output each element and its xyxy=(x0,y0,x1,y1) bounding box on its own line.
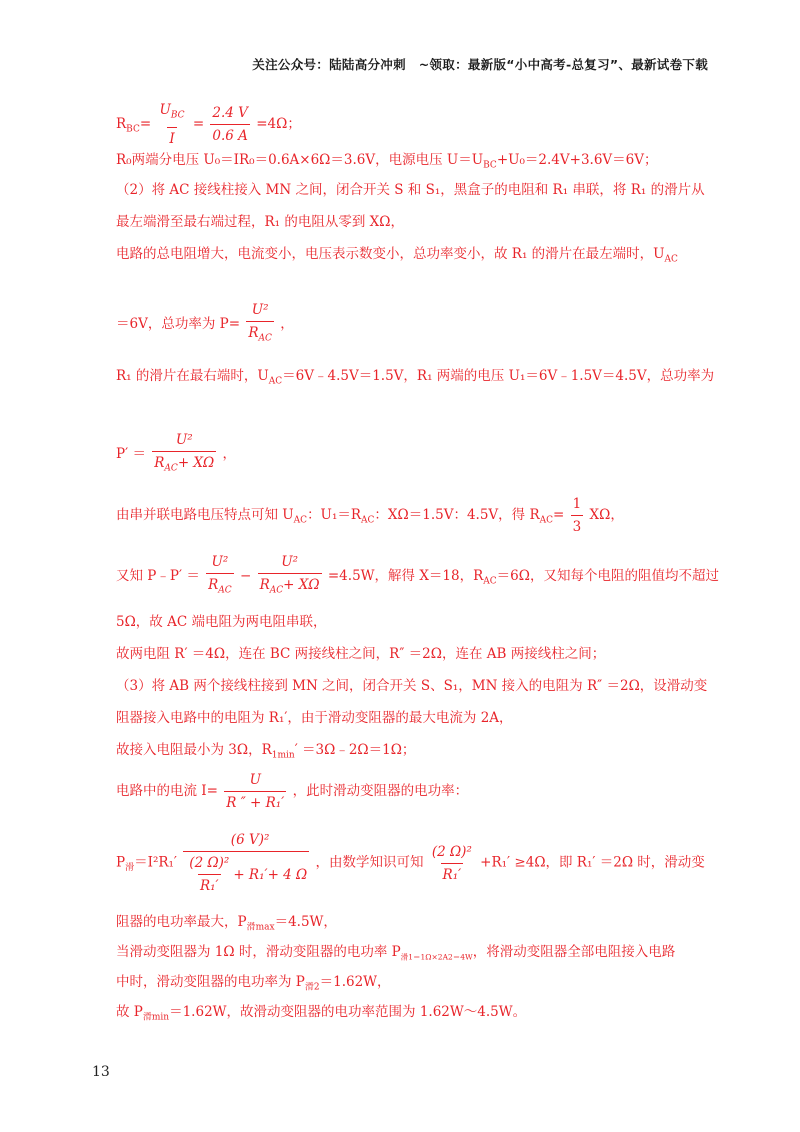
line-power-at-1ohm: 当滑动变阻器为 1Ω 时，滑动变阻器的电功率 $P_{滑1=1\Omega\times 2A2=4W}$，将滑动变阻器全部电阻接入电路 xyxy=(116,944,676,962)
line-power-range: 故 $P_{滑min}=1.62W$，故滑动变阻器的电功率范围为 1.62W～4.5W。 xyxy=(116,1004,527,1023)
eq-rheostat-power: $P_滑=I^2R_1'$ (6 V)² $\frac{\text{(2 Ω)²}}{\text{R₁′}}$ + R₁′+ 4 Ω ，由数学知识可知 $\frac{\text{(2 Ω)²}}{\text{R₁′}}$ +R₁′ ≥4Ω，即 R₁′ ＝2Ω 时，滑动变 xyxy=(116,832,705,894)
line-part3-intro: （3）将 AB 两个接线柱接到 MN 之间，闭合开关 S、S₁，MN 接入的电阻为 R″ ＝2Ω，设滑动变 xyxy=(116,678,708,694)
line-rheostat-max-current: 阻器接入电路中的电阻为 R₁′，由于滑动变阻器的最大电流为 2A， xyxy=(116,710,513,726)
line-max-power: 阻器的电功率最大，$P_{滑max}=4.5W$， xyxy=(116,914,337,933)
line-r0-voltage: R₀两端分电压 U₀＝IR₀＝0.6A×6Ω＝3.6V，电源电压 $U=U_{BC}+U_0=2.4V+3.6V=6V$； xyxy=(116,152,658,171)
line-ac-series: 5Ω，故 AC 端电阻为两电阻串联， xyxy=(116,614,327,630)
eq-total-power-prime: P′ ＝ $\frac{\text{U²}}{R_{AC}+ X\Omega}$ ， xyxy=(116,430,236,479)
eq-total-power: ＝6V，总功率为 P= $\frac{\text{U²}}{R_{AC}}$ ， xyxy=(116,300,294,349)
line-part2-intro: （2）将 AC 接线柱接入 MN 之间，闭合开关 S 和 S₁，黑盒子的电阻和 R₁ 串联，将 R₁ 的滑片从 xyxy=(116,182,705,198)
line-power-full: 中时，滑动变阻器的电功率为 $P_{滑2}=1.62W$， xyxy=(116,974,391,993)
eq-voltage-ratio: 由串并联电路电压特点可知 $U_{AC}$：$U_1=R_{AC}$：XΩ＝1.5V：4.5V，得 $R_{AC}=$ $\frac{1}{3}$ XΩ， xyxy=(116,496,624,535)
line-two-resistors: 故两电阻 R′ ＝4Ω，连在 BC 两接线柱之间，R″ ＝2Ω，连在 AB 两接线柱之间； xyxy=(116,646,606,662)
page-number: 13 xyxy=(92,1064,110,1080)
eq-rbc: $R_{BC}=$ $\frac{U_{BC}}{I}$ = $\frac{2.4 V}{0.6 A}$ =4Ω； xyxy=(116,102,301,147)
eq-power-difference: 又知 P﹣P′ ＝ $\frac{\text{U²}}{R_{AC}}$ − $\frac{\text{U²}}{R_{AC}+ X\Omega}$ =4.5W，解得 X＝18，$R_{AC}=6\Omega$，又知每个电阻的阻值均不超过 xyxy=(116,552,719,601)
line-resistance-increase: 电路的总电阻增大，电流变小，电压表示数变小，总功率变小，故 R₁ 的滑片在最左端时，$U_{AC}$ xyxy=(116,246,678,265)
eq-current: 电路中的电流 I= $\frac{U}{\text{R ″ + R₁′}}$ ，此时滑动变阻器的电功率： xyxy=(116,772,469,811)
line-r1-rightmost: R₁ 的滑片在最右端时，$U_{AC}=6V﹣4.5V=1.5V$，R₁ 两端的电压 U₁＝6V﹣1.5V＝4.5V，总功率为 xyxy=(116,368,715,387)
page-header: 关注公众号：陆陆高分冲刺 ~领取：最新版“小中高考-总复习”、最新试卷下载 xyxy=(252,57,708,72)
line-r1-range: 最左端滑至最右端过程，R₁ 的电阻从零到 XΩ， xyxy=(116,214,404,230)
line-min-resistance: 故接入电阻最小为 3Ω，$R_{1min}'$ ＝3Ω﹣2Ω＝1Ω； xyxy=(116,742,416,761)
